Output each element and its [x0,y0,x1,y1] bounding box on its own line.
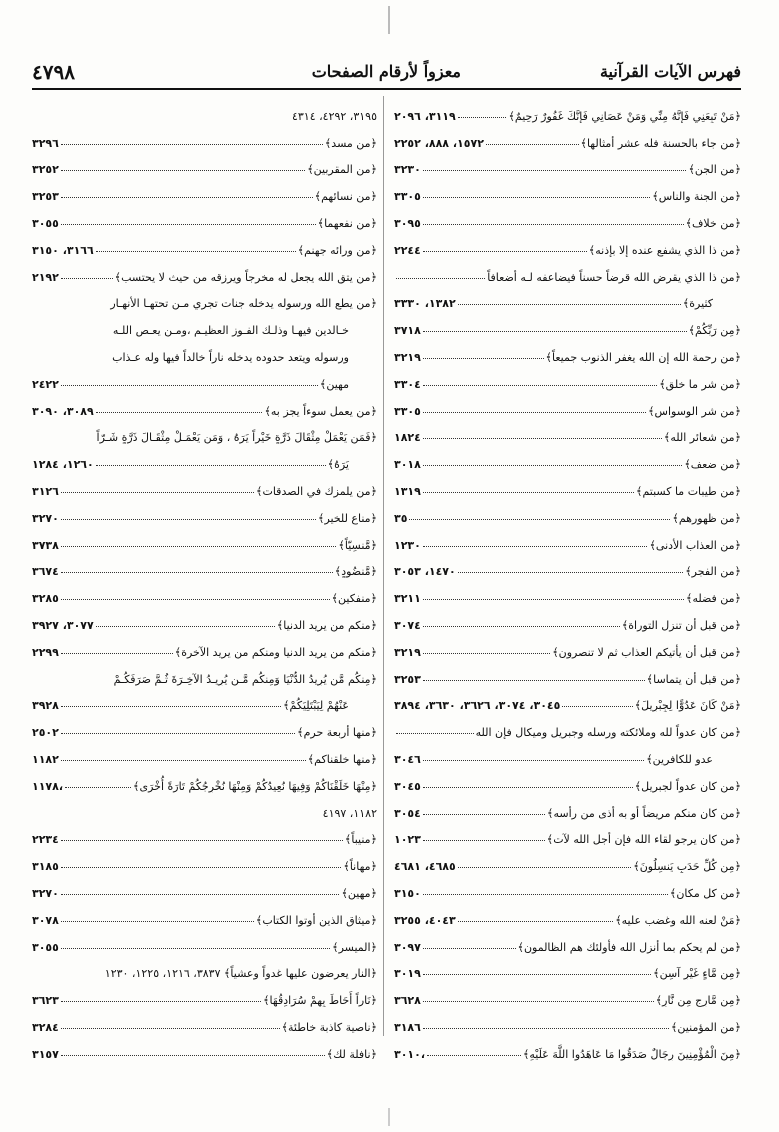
index-entry [32,96,377,123]
index-entry [394,176,741,203]
page-refs: ٣٠٤٥ [394,779,421,793]
index-entry [394,1034,741,1061]
index-entry [32,150,377,177]
dot-leader [61,197,313,198]
verse-text: ﴿من كل مكان﴾ [669,886,741,900]
verse-text: عَنْهُمْ لِيَبْتَلِيَكُمْ﴾ [283,699,349,713]
dot-leader [61,599,330,600]
dot-leader [96,412,263,413]
index-entry [32,471,377,498]
page-refs: ١٢٣٠ [394,538,421,552]
index-entry [32,980,377,1007]
verse-text: ﴿من فضله﴾ [686,592,741,606]
index-entry [394,123,741,150]
page-number: ٤٧٩٨ [32,60,75,84]
page-refs: ١١٧٨، [32,779,64,793]
page-subtitle: معزواً لأرقام الصفحات [311,62,461,81]
page-refs: ١٤٧٠، ٣٠٥٣ [394,565,456,579]
index-column-right [394,96,741,1061]
dot-leader [61,1028,280,1029]
dot-leader [96,626,275,627]
verse-text: ﴿منها أربعة حرم﴾ [297,726,377,740]
index-entry [394,712,741,739]
index-entry [394,605,741,632]
page-refs: ٣٠٤٥، ٣٠٧٤، ٣٦٢٦، ٣٦٣٠، ٣٨٩٤ [394,699,561,713]
index-entry [394,900,741,927]
page-refs: ٣٠٧٧، ٣٩٢٧ [32,618,94,632]
index-entry [32,766,377,793]
page-fold-mark-bottom [388,1108,390,1126]
dot-leader [61,546,337,547]
index-entry [32,820,377,847]
page-title: فهرس الآيات القرآنية [599,62,741,81]
index-entry [394,1007,741,1034]
index-entry [394,980,741,1007]
verse-text: ﴿من ذا الذي يقرض الله قرضاً حسناً فيضاعفه لـه أضعافاً [487,270,741,284]
dot-leader [423,894,668,895]
index-entry [32,605,377,632]
page-refs: ٣١٢٦ [32,484,59,498]
verse-text: ﴿مِن مَّارِجٍ مِن نَّارٍ﴾ [655,994,741,1008]
page-refs: ٣٠١٨ [394,458,421,472]
page-refs: ٣٢١٩ [394,645,421,659]
index-entry [394,793,741,820]
dot-leader [423,438,662,439]
page-refs: ٣٢١١ [394,592,421,606]
verse-text: ﴿من ضعف﴾ [684,458,741,472]
column-divider [383,96,384,1036]
verse-text: ﴿من ذا الذي يشفع عنده إلا بإذنه﴾ [588,243,741,257]
page-refs: ٣١٨٦ [394,1020,421,1034]
verse-text: ﴿من رحمة الله إن الله يغفر الذنوب جميعاً﴾ [545,350,741,364]
verse-text: ﴿مَّنسِيّاً﴾ [338,538,377,552]
dot-leader [423,974,651,975]
dot-leader [61,144,323,145]
index-entry [394,927,741,954]
index-entry [32,873,377,900]
verse-text: ﴿مَنْ كَانَ عَدُوًّا لِجِبْرِيلَ﴾ [634,699,741,713]
index-entry [394,96,741,123]
verse-text: ﴿منها خلقناكم﴾ [307,752,377,766]
index-entry [32,1007,377,1034]
index-entry [394,686,741,713]
dot-leader [458,304,681,305]
page-refs: ٣٠٤٦ [394,752,421,766]
index-entry [32,659,377,686]
dot-leader [423,948,516,949]
dot-leader [96,465,326,466]
index-entry [32,391,377,418]
index-entry [394,444,741,471]
dot-leader [423,1028,669,1029]
verse-text: ﴿مِن كُلِّ حَدَبٍ يَنسِلُونَ﴾ [633,860,741,874]
verse-text: خـالدين فيهـا وذلـك الفـوز العظيـم ،ومـن يعـص اللـه [112,324,349,338]
dot-leader [423,331,687,332]
dot-leader [423,358,544,359]
verse-text: عدو للكافرين﴾ [646,752,713,766]
verse-text: ﴿من قبل أن تنزل التوراة﴾ [621,618,741,632]
page-refs: ٣٦٧٤ [32,565,59,579]
dot-leader [423,626,620,627]
verse-text: ﴿من كان عدواً لجبريل﴾ [634,779,741,793]
dot-leader [458,867,632,868]
dot-leader [423,814,545,815]
dot-leader [423,385,657,386]
dot-leader [396,733,474,734]
page-refs: ٣٣٠٥ [394,404,421,418]
index-entry [394,230,741,257]
page-refs: ٣٩٢٨ [32,699,59,713]
page-refs: ٤٦٨٥، ٤٦٨١ [394,860,456,874]
page-refs: ٣٠٥٤ [394,806,421,820]
dot-leader [423,412,646,413]
dot-leader [423,492,634,493]
verse-text: ﴿نافلة لك﴾ [326,1047,377,1061]
verse-text: ﴿من يلمزك في الصدقات﴾ [256,484,377,498]
dot-leader [61,278,113,279]
dot-leader [458,572,683,573]
verse-text: ﴿مهاناً﴾ [343,860,377,874]
index-entry [32,632,377,659]
verse-text: ﴿من قبل أن يأتيكم العذاب ثم لا تنصرون﴾ [552,645,741,659]
verse-text: ﴿من يتق الله يجعل له مخرجاً ويرزقه من حيث لا يحتسب﴾ [114,270,377,284]
page-refs: ١٣٨٢، ٣٣٣٠ [394,297,456,311]
index-entry [394,873,741,900]
index-entry [394,471,741,498]
dot-leader [61,519,316,520]
index-entry [32,203,377,230]
verse-text: ﴿من كان عدواً لله وملائكته ورسله وجبريل وميكال فإن الله [475,726,741,740]
index-entry [394,203,741,230]
index-entry [32,900,377,927]
verse-text: ﴿من طيبات ما كسبتم﴾ [636,484,741,498]
page-refs: ١٢٦٠، ١٢٨٤ [32,458,94,472]
dot-leader [396,278,485,279]
dot-leader [423,465,682,466]
verse-text: ﴿من الفجر﴾ [685,565,741,579]
page-refs: ٣٣٠٥ [394,190,421,204]
index-entry [394,552,741,579]
index-entry [394,364,741,391]
index-entry [394,578,741,605]
page-refs: ٣٠٥٥ [32,940,59,954]
page-refs: ٣٢٧٠ [32,511,59,525]
verse-text: ﴿من كان منكم مريضاً أو به أذى من رأسه﴾ [547,806,741,820]
dot-leader [61,948,330,949]
page-refs: ٣٧٣٨ [32,538,59,552]
index-entry [32,1034,377,1061]
verse-text: مهين﴾ [319,377,349,391]
verse-text: ﴿من الجن﴾ [688,163,741,177]
index-entry [394,954,741,981]
dot-leader [423,760,644,761]
page-refs: ٣١٦٦، ٣١٥٠ [32,243,94,257]
index-entry [32,230,377,257]
page-refs: ٢٥٠٢ [32,726,59,740]
verse-text: ﴿من نسائهم﴾ [314,190,377,204]
dot-leader [427,1055,521,1056]
verse-text: ﴿من شر الوسواس﴾ [648,404,741,418]
index-entry [394,418,741,445]
dot-leader [61,840,343,841]
page-refs: ٣١٨٥ [32,860,59,874]
verse-text: ﴿من قبل أن يتماسا﴾ [646,672,741,686]
verse-text: ﴿مِن مَّاءٍ غَيْرِ آسِنٍ﴾ [653,967,741,981]
page-refs: ٣٠٩٥ [394,216,421,230]
verse-text: ﴿مِنكُم مَّن يُرِيدُ الدُّنْيَا وَمِنكُم مَّـن يُرِيـدُ الآخِـرَةَ ثُـمَّ صَرَفَكُـمْ [113,672,377,686]
page-refs: ٣٢٨٥ [32,592,59,606]
index-entry [32,712,377,739]
dot-leader [61,1055,325,1056]
dot-leader [61,653,173,654]
verse-text: ﴿مِنْهَا خَلَقْنَاكُمْ وَفِيهَا نُعِيدُكُمْ وَمِنْهَا نُخْرِجُكُمْ تَارَةً أُخْرَى﴾ [133,779,377,793]
verse-text: ﴿النار يعرضون عليها غدواً وعشياً﴾ ٣٨٣٧، ١٢١٦، ١٢٢٥، ١٢٣٠ [104,967,377,981]
page-refs: ٣٢٧٠ [32,886,59,900]
page-refs: ٣٢١٩ [394,350,421,364]
dot-leader [562,706,632,707]
page-refs: ٣٢٥٣ [394,672,421,686]
index-entry [32,846,377,873]
dot-leader [423,840,545,841]
page-refs: ٣٢٩٦ [32,136,59,150]
dot-leader [423,680,645,681]
dot-leader [96,251,296,252]
verse-text: ﴿الميسر﴾ [332,940,377,954]
index-entry [32,418,377,445]
dot-leader [61,894,340,895]
index-entry [394,498,741,525]
dot-leader [61,760,306,761]
page-refs: ٣٢٣٠ [394,163,421,177]
index-entry [32,578,377,605]
verse-text: ورسوله ويتعد حدوده يدخله ناراً خالداً فيها وله عـذاب [112,350,349,364]
index-entry [394,632,741,659]
dot-leader [423,197,650,198]
verse-text: كثيرة﴾ [682,297,713,311]
verse-text: ﴿من كان يرجو لقاء الله فإن أجل الله لآت﴾ [546,833,741,847]
index-entry [394,150,741,177]
page-refs: ٣٠٧٨ [32,913,59,927]
page-refs: ١٥٧٢، ٨٨٨، ٢٢٥٢ [394,136,484,150]
dot-leader [61,492,254,493]
dot-leader [61,572,333,573]
verse-text: ﴿من يعمل سوءاً يجز به﴾ [264,404,377,418]
verse-text: ﴿من ورائه جهنم﴾ [297,243,377,257]
index-entry [32,257,377,284]
verse-text: ﴿نَاراً أَحَاطَ بِهِمْ سُرَادِقُهَا﴾ [263,994,377,1008]
page-refs: ٣٠١٠، [394,1047,426,1061]
index-entry [32,552,377,579]
index-entry [32,954,377,981]
verse-text: ﴿من يطع الله ورسوله يدخله جنات تجري مـن تحتهـا الأنهـار [110,297,377,311]
index-entry [394,659,741,686]
verse-text: ﴿فَمَن يَعْمَلْ مِثْقَالَ ذَرَّةٍ خَيْراً يَرَهُ ، وَمَن يَعْمَـلْ مِثْقَـالَ ذَرَّةٍ شَـرّاً [96,431,377,445]
page-refs: ٣٦٢٣ [32,994,59,1008]
page-refs: ٣١٥٠ [394,886,421,900]
page-refs: ٢٤٢٢ [32,377,59,391]
page-refs: ٢١٩٢ [32,270,59,284]
index-entry [394,739,741,766]
verse-text: ﴿من خلاف﴾ [685,216,741,230]
dot-leader [61,1001,261,1002]
verse-text: ﴿مِنَ الْمُؤْمِنِينَ رِجَالٌ صَدَقُوا مَا عَاهَدُوا اللَّهَ عَلَيْهِ﴾ [522,1047,741,1061]
index-entry [32,364,377,391]
verse-text: ٣١٩٥، ٤٢٩٢، ٤٣١٤ [291,109,377,123]
dot-leader [423,251,587,252]
index-entry [32,739,377,766]
index-entry [32,123,377,150]
page-refs: ٣٢٥٣ [32,190,59,204]
page-refs: ٣١١٩، ٢٠٩٦ [394,109,456,123]
dot-leader [61,867,342,868]
dot-leader [423,170,687,171]
page-refs: ٣٢٨٤ [32,1020,59,1034]
page-refs: ٣٢٥٢ [32,163,59,177]
index-entry [32,525,377,552]
dot-leader [423,224,684,225]
page-refs: ٣٠٧٤ [394,618,421,632]
page-refs: ٣٠٥٥ [32,216,59,230]
verse-text: ﴿ناصية كاذبة خاطئة﴾ [281,1020,377,1034]
verse-text: ﴿مهين﴾ [341,886,377,900]
verse-text: ﴿ميثاق الذين أوتوا الكتاب﴾ [255,913,377,927]
dot-leader [61,706,281,707]
dot-leader [423,653,550,654]
verse-text: ﴿من مسد﴾ [324,136,377,150]
verse-text: ﴿من العذاب الأدنى﴾ [649,538,741,552]
index-entry [394,766,741,793]
index-entry [394,337,741,364]
index-entry [32,176,377,203]
page-refs: ٢٢٩٩ [32,645,59,659]
verse-text: ﴿منفكين﴾ [331,592,377,606]
index-entry [32,793,377,820]
verse-text: ﴿مِن رَبِّكُمْ﴾ [688,324,741,338]
dot-leader [61,921,254,922]
dot-leader [423,546,648,547]
dot-leader [61,385,318,386]
page-refs: ٤٠٤٣، ٣٢٥٥ [394,913,456,927]
dot-leader [65,787,131,788]
verse-text: ﴿من نفعهما﴾ [317,216,377,230]
page-refs: ٣٠٩٧ [394,940,421,954]
dot-leader [61,224,316,225]
dot-leader [423,599,684,600]
page-refs: ٣٣٠٤ [394,377,421,391]
index-entry [32,337,377,364]
page-refs: ٢٢٤٤ [394,243,421,257]
index-entry [394,310,741,337]
index-entry [32,310,377,337]
index-entry [394,846,741,873]
dot-leader [423,1001,654,1002]
page-refs: ١١٨٢ [32,752,59,766]
index-column-left [32,96,377,1061]
verse-text: يَرَهُ﴾ [327,458,349,472]
page-refs: ٣٠٨٩، ٣٠٩٠ [32,404,94,418]
verse-text: ﴿منكم من يريد الدنيا ومنكم من يريد الآخرة﴾ [174,645,377,659]
index-entry [32,498,377,525]
verse-text: ﴿من شعائر الله﴾ [663,431,741,445]
page-fold-mark-top [388,6,390,34]
dot-leader [61,170,305,171]
verse-text: ﴿من الجنة والناس﴾ [652,190,741,204]
index-entry [394,257,741,284]
verse-text: ﴿منيباً﴾ [344,833,377,847]
dot-leader [458,921,613,922]
index-entry [394,525,741,552]
verse-text: ﴿مَنْ تَبِعَنِي فَإِنَّهُ مِنِّي وَمَنْ عَصَانِي فَإِنَّكَ غَفُورٌ رَحِيمٌ﴾ [508,109,741,123]
dot-leader [486,144,579,145]
index-entry [32,927,377,954]
verse-text: ﴿من لم يحكم بما أنزل الله فأولئك هم الظالمون﴾ [517,940,741,954]
verse-text: ﴿مناع للخير﴾ [318,511,377,525]
page-refs: ٣٥ [394,511,408,525]
index-entry [394,391,741,418]
index-entry [394,284,741,311]
page-refs: ١٣١٩ [394,484,421,498]
verse-text: ﴿من جاء بالحسنة فله عشر أمثالها﴾ [580,136,741,150]
index-entry [32,284,377,311]
page-header [32,60,741,90]
index-entry [32,444,377,471]
page-refs: ١٠٢٣ [394,833,421,847]
dot-leader [423,787,633,788]
dot-leader [458,117,507,118]
dot-leader [61,733,295,734]
verse-text: ﴿من ظهورهم﴾ [672,511,741,525]
verse-text: ﴿مَّنضُودٍ﴾ [334,565,377,579]
page-refs: ٣٠١٩ [394,967,421,981]
verse-text: ﴿مَنْ لعنه الله وغضب عليه﴾ [615,913,741,927]
verse-text: ﴿من المؤمنين﴾ [670,1020,741,1034]
page-refs: ٣٧١٨ [394,324,421,338]
page-refs: ٣٦٢٨ [394,994,421,1008]
page-refs: ١٨٢٤ [394,431,421,445]
index-entry [394,820,741,847]
index-entry [32,686,377,713]
verse-text: ﴿منكم من يريد الدنيا﴾ [276,618,377,632]
verse-text: ١١٨٢، ٤١٩٧ [322,806,377,820]
page-refs: ٢٢٣٤ [32,833,59,847]
verse-text: ﴿من شر ما خلق﴾ [659,377,741,391]
dot-leader [409,519,670,520]
verse-text: ﴿من المقربين﴾ [307,163,377,177]
page-refs: ٣١٥٧ [32,1047,59,1061]
